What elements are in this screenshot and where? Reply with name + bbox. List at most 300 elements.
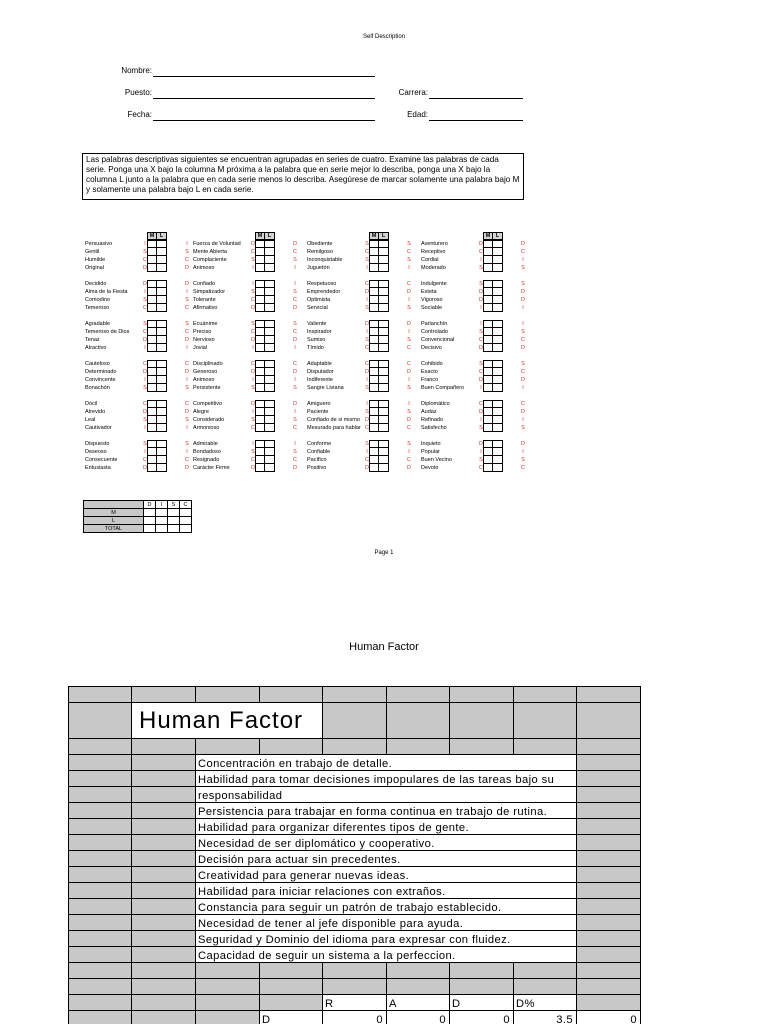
most-checkbox[interactable]	[255, 248, 265, 256]
least-checkbox[interactable]	[265, 400, 275, 408]
least-checkbox[interactable]	[493, 416, 503, 424]
least-checkbox[interactable]	[265, 304, 275, 312]
sheet-cell[interactable]	[450, 687, 514, 703]
sheet-cell[interactable]	[577, 739, 641, 755]
most-checkbox[interactable]	[255, 360, 265, 368]
least-checkbox[interactable]	[265, 368, 275, 376]
least-checkbox[interactable]	[493, 408, 503, 416]
sheet-cell[interactable]	[323, 963, 387, 979]
most-checkbox[interactable]	[483, 320, 493, 328]
least-checkbox[interactable]	[265, 240, 275, 248]
least-checkbox[interactable]	[265, 256, 275, 264]
sheet-cell[interactable]	[450, 703, 514, 739]
most-checkbox[interactable]	[483, 376, 493, 384]
sheet-cell[interactable]	[577, 915, 641, 931]
most-checkbox[interactable]	[147, 328, 157, 336]
sheet-cell[interactable]	[577, 947, 641, 963]
most-checkbox[interactable]	[369, 456, 379, 464]
least-checkbox[interactable]	[493, 384, 503, 392]
least-checkbox[interactable]	[379, 408, 389, 416]
least-checkbox[interactable]	[493, 376, 503, 384]
least-checkbox[interactable]	[265, 408, 275, 416]
least-checkbox[interactable]	[265, 336, 275, 344]
sheet-cell[interactable]	[132, 867, 196, 883]
least-checkbox[interactable]	[379, 280, 389, 288]
sheet-cell[interactable]	[132, 835, 196, 851]
factor-description[interactable]: responsabilidad	[196, 787, 577, 803]
least-checkbox[interactable]	[379, 368, 389, 376]
least-checkbox[interactable]	[493, 248, 503, 256]
least-checkbox[interactable]	[157, 368, 167, 376]
sheet-cell[interactable]	[577, 771, 641, 787]
factor-description[interactable]: Habilidad para tomar decisiones impopulares de las tareas bajo su	[196, 771, 577, 787]
most-checkbox[interactable]	[483, 416, 493, 424]
least-checkbox[interactable]	[493, 400, 503, 408]
most-checkbox[interactable]	[255, 464, 265, 472]
most-checkbox[interactable]	[255, 368, 265, 376]
summary-cell[interactable]	[168, 509, 180, 517]
sheet-cell[interactable]	[577, 931, 641, 947]
most-checkbox[interactable]	[483, 440, 493, 448]
most-checkbox[interactable]	[255, 456, 265, 464]
sheet-cell[interactable]	[132, 931, 196, 947]
most-checkbox[interactable]	[147, 280, 157, 288]
most-checkbox[interactable]	[369, 424, 379, 432]
sheet-cell[interactable]	[323, 979, 387, 995]
most-checkbox[interactable]	[483, 288, 493, 296]
least-checkbox[interactable]	[157, 256, 167, 264]
most-checkbox[interactable]	[147, 288, 157, 296]
sheet-cell[interactable]	[387, 963, 450, 979]
most-checkbox[interactable]	[369, 416, 379, 424]
factor-description[interactable]: Creatividad para generar nuevas ideas.	[196, 867, 577, 883]
least-checkbox[interactable]	[157, 440, 167, 448]
sheet-cell[interactable]	[69, 899, 132, 915]
sheet-cell[interactable]	[69, 947, 132, 963]
sheet-cell[interactable]	[514, 979, 577, 995]
sheet-cell[interactable]	[577, 803, 641, 819]
sheet-cell[interactable]	[69, 883, 132, 899]
least-checkbox[interactable]	[379, 464, 389, 472]
sheet-cell[interactable]	[69, 979, 132, 995]
least-checkbox[interactable]	[493, 448, 503, 456]
least-checkbox[interactable]	[157, 416, 167, 424]
most-checkbox[interactable]	[369, 400, 379, 408]
sheet-cell[interactable]	[514, 687, 577, 703]
least-checkbox[interactable]	[379, 376, 389, 384]
most-checkbox[interactable]	[369, 264, 379, 272]
most-checkbox[interactable]	[483, 344, 493, 352]
sheet-cell[interactable]	[69, 803, 132, 819]
least-checkbox[interactable]	[379, 288, 389, 296]
most-checkbox[interactable]	[255, 424, 265, 432]
sheet-cell[interactable]	[577, 703, 641, 739]
least-checkbox[interactable]	[265, 456, 275, 464]
most-checkbox[interactable]	[255, 280, 265, 288]
least-checkbox[interactable]	[493, 288, 503, 296]
most-checkbox[interactable]	[483, 280, 493, 288]
least-checkbox[interactable]	[493, 456, 503, 464]
least-checkbox[interactable]	[493, 424, 503, 432]
sheet-cell[interactable]	[577, 899, 641, 915]
most-checkbox[interactable]	[369, 320, 379, 328]
most-checkbox[interactable]	[255, 416, 265, 424]
sheet-cell[interactable]	[132, 755, 196, 771]
sheet-cell[interactable]	[577, 851, 641, 867]
sheet-cell[interactable]	[132, 787, 196, 803]
sheet-cell[interactable]	[514, 739, 577, 755]
most-checkbox[interactable]	[147, 256, 157, 264]
least-checkbox[interactable]	[493, 440, 503, 448]
least-checkbox[interactable]	[265, 288, 275, 296]
least-checkbox[interactable]	[157, 328, 167, 336]
sheet-cell[interactable]	[260, 739, 323, 755]
summary-cell[interactable]	[180, 509, 192, 517]
least-checkbox[interactable]	[265, 296, 275, 304]
sheet-cell[interactable]	[387, 979, 450, 995]
sheet-cell[interactable]	[69, 787, 132, 803]
sheet-cell[interactable]	[69, 835, 132, 851]
least-checkbox[interactable]	[379, 304, 389, 312]
least-checkbox[interactable]	[265, 328, 275, 336]
most-checkbox[interactable]	[483, 456, 493, 464]
least-checkbox[interactable]	[157, 336, 167, 344]
score-value[interactable]: 0	[323, 1011, 387, 1024]
most-checkbox[interactable]	[369, 296, 379, 304]
sheet-cell[interactable]	[577, 963, 641, 979]
sheet-cell[interactable]	[132, 979, 196, 995]
sheet-cell[interactable]	[132, 1011, 196, 1024]
sheet-cell[interactable]	[260, 687, 323, 703]
sheet-cell[interactable]	[69, 819, 132, 835]
most-checkbox[interactable]	[369, 288, 379, 296]
least-checkbox[interactable]	[379, 256, 389, 264]
least-checkbox[interactable]	[157, 464, 167, 472]
sheet-cell[interactable]	[577, 883, 641, 899]
least-checkbox[interactable]	[265, 376, 275, 384]
most-checkbox[interactable]	[147, 408, 157, 416]
sheet-cell[interactable]	[450, 963, 514, 979]
sheet-cell[interactable]	[577, 787, 641, 803]
sheet-cell[interactable]	[132, 803, 196, 819]
sheet-cell[interactable]	[577, 835, 641, 851]
sheet-cell[interactable]	[69, 1011, 132, 1024]
factor-description[interactable]: Habilidad para organizar diferentes tipos de gente.	[196, 819, 577, 835]
least-checkbox[interactable]	[157, 456, 167, 464]
least-checkbox[interactable]	[379, 400, 389, 408]
least-checkbox[interactable]	[379, 384, 389, 392]
least-checkbox[interactable]	[157, 296, 167, 304]
least-checkbox[interactable]	[265, 440, 275, 448]
least-checkbox[interactable]	[265, 424, 275, 432]
least-checkbox[interactable]	[379, 320, 389, 328]
sheet-cell[interactable]	[260, 995, 323, 1011]
sheet-cell[interactable]	[132, 883, 196, 899]
sheet-cell[interactable]	[69, 755, 132, 771]
least-checkbox[interactable]	[493, 256, 503, 264]
sheet-cell[interactable]	[577, 995, 641, 1011]
most-checkbox[interactable]	[147, 464, 157, 472]
sheet-cell[interactable]	[450, 739, 514, 755]
most-checkbox[interactable]	[369, 280, 379, 288]
factor-description[interactable]: Persistencia para trabajar en forma continua en trabajo de rutina.	[196, 803, 577, 819]
least-checkbox[interactable]	[493, 280, 503, 288]
most-checkbox[interactable]	[483, 424, 493, 432]
least-checkbox[interactable]	[157, 304, 167, 312]
factor-description[interactable]: Seguridad y Dominio del idioma para expresar con fluidez.	[196, 931, 577, 947]
most-checkbox[interactable]	[483, 408, 493, 416]
sheet-cell[interactable]	[196, 1011, 260, 1024]
least-checkbox[interactable]	[493, 336, 503, 344]
most-checkbox[interactable]	[483, 368, 493, 376]
score-value[interactable]: 0	[577, 1011, 641, 1024]
most-checkbox[interactable]	[255, 440, 265, 448]
least-checkbox[interactable]	[493, 304, 503, 312]
most-checkbox[interactable]	[369, 408, 379, 416]
most-checkbox[interactable]	[483, 464, 493, 472]
sheet-cell[interactable]	[196, 739, 260, 755]
least-checkbox[interactable]	[157, 400, 167, 408]
most-checkbox[interactable]	[483, 256, 493, 264]
sheet-cell[interactable]	[132, 995, 196, 1011]
most-checkbox[interactable]	[369, 440, 379, 448]
most-checkbox[interactable]	[147, 376, 157, 384]
sheet-cell[interactable]	[514, 963, 577, 979]
least-checkbox[interactable]	[379, 296, 389, 304]
least-checkbox[interactable]	[493, 240, 503, 248]
summary-cell[interactable]	[156, 509, 168, 517]
least-checkbox[interactable]	[265, 320, 275, 328]
most-checkbox[interactable]	[255, 256, 265, 264]
sheet-cell[interactable]	[196, 687, 260, 703]
summary-cell[interactable]	[156, 517, 168, 525]
most-checkbox[interactable]	[255, 296, 265, 304]
most-checkbox[interactable]	[483, 328, 493, 336]
most-checkbox[interactable]	[147, 264, 157, 272]
sheet-cell[interactable]	[323, 687, 387, 703]
most-checkbox[interactable]	[483, 448, 493, 456]
least-checkbox[interactable]	[157, 248, 167, 256]
most-checkbox[interactable]	[147, 440, 157, 448]
most-checkbox[interactable]	[255, 264, 265, 272]
summary-cell[interactable]	[144, 525, 156, 533]
sheet-cell[interactable]	[132, 687, 196, 703]
score-header[interactable]: R	[323, 995, 387, 1011]
sheet-cell[interactable]	[69, 915, 132, 931]
sheet-cell[interactable]	[196, 995, 260, 1011]
sheet-cell[interactable]	[577, 867, 641, 883]
least-checkbox[interactable]	[157, 240, 167, 248]
factor-description[interactable]: Capacidad de seguir un sistema a la perfeccion.	[196, 947, 577, 963]
most-checkbox[interactable]	[369, 384, 379, 392]
least-checkbox[interactable]	[157, 384, 167, 392]
sheet-cell[interactable]	[514, 703, 577, 739]
most-checkbox[interactable]	[369, 336, 379, 344]
least-checkbox[interactable]	[265, 264, 275, 272]
factor-description[interactable]: Decisión para actuar sin precedentes.	[196, 851, 577, 867]
score-value[interactable]: 3.5	[514, 1011, 577, 1024]
least-checkbox[interactable]	[157, 376, 167, 384]
most-checkbox[interactable]	[255, 448, 265, 456]
least-checkbox[interactable]	[379, 248, 389, 256]
most-checkbox[interactable]	[255, 320, 265, 328]
most-checkbox[interactable]	[369, 256, 379, 264]
sheet-cell[interactable]	[132, 947, 196, 963]
least-checkbox[interactable]	[157, 320, 167, 328]
sheet-title[interactable]: Human Factor	[132, 703, 323, 739]
most-checkbox[interactable]	[147, 344, 157, 352]
most-checkbox[interactable]	[147, 456, 157, 464]
least-checkbox[interactable]	[379, 240, 389, 248]
score-value[interactable]: 0	[387, 1011, 450, 1024]
least-checkbox[interactable]	[157, 264, 167, 272]
most-checkbox[interactable]	[255, 240, 265, 248]
sheet-cell[interactable]	[387, 703, 450, 739]
most-checkbox[interactable]	[483, 248, 493, 256]
most-checkbox[interactable]	[147, 368, 157, 376]
least-checkbox[interactable]	[493, 320, 503, 328]
least-checkbox[interactable]	[157, 408, 167, 416]
most-checkbox[interactable]	[255, 328, 265, 336]
sheet-cell[interactable]	[69, 703, 132, 739]
least-checkbox[interactable]	[265, 384, 275, 392]
most-checkbox[interactable]	[483, 384, 493, 392]
most-checkbox[interactable]	[147, 448, 157, 456]
sheet-cell[interactable]	[69, 867, 132, 883]
least-checkbox[interactable]	[493, 360, 503, 368]
most-checkbox[interactable]	[147, 296, 157, 304]
most-checkbox[interactable]	[255, 304, 265, 312]
most-checkbox[interactable]	[483, 304, 493, 312]
summary-cell[interactable]	[168, 517, 180, 525]
most-checkbox[interactable]	[255, 400, 265, 408]
most-checkbox[interactable]	[255, 336, 265, 344]
score-header[interactable]: D%	[514, 995, 577, 1011]
sheet-cell[interactable]	[260, 979, 323, 995]
sheet-cell[interactable]	[577, 979, 641, 995]
summary-cell[interactable]	[144, 509, 156, 517]
sheet-cell[interactable]	[132, 915, 196, 931]
most-checkbox[interactable]	[369, 448, 379, 456]
score-value[interactable]: 0	[450, 1011, 514, 1024]
sheet-cell[interactable]	[132, 851, 196, 867]
sheet-cell[interactable]	[69, 851, 132, 867]
least-checkbox[interactable]	[265, 416, 275, 424]
most-checkbox[interactable]	[369, 304, 379, 312]
least-checkbox[interactable]	[493, 296, 503, 304]
sheet-cell[interactable]	[69, 771, 132, 787]
sheet-cell[interactable]	[132, 739, 196, 755]
score-row-label[interactable]: D	[260, 1011, 323, 1024]
most-checkbox[interactable]	[369, 328, 379, 336]
least-checkbox[interactable]	[265, 344, 275, 352]
least-checkbox[interactable]	[493, 368, 503, 376]
most-checkbox[interactable]	[369, 344, 379, 352]
most-checkbox[interactable]	[147, 384, 157, 392]
sheet-cell[interactable]	[69, 931, 132, 947]
least-checkbox[interactable]	[379, 456, 389, 464]
summary-cell[interactable]	[168, 525, 180, 533]
least-checkbox[interactable]	[379, 424, 389, 432]
most-checkbox[interactable]	[483, 336, 493, 344]
most-checkbox[interactable]	[147, 360, 157, 368]
least-checkbox[interactable]	[265, 464, 275, 472]
sheet-cell[interactable]	[132, 771, 196, 787]
most-checkbox[interactable]	[147, 304, 157, 312]
least-checkbox[interactable]	[493, 464, 503, 472]
factor-description[interactable]: Constancia para seguir un patrón de trabajo establecido.	[196, 899, 577, 915]
most-checkbox[interactable]	[483, 240, 493, 248]
most-checkbox[interactable]	[147, 248, 157, 256]
score-header[interactable]: D	[450, 995, 514, 1011]
most-checkbox[interactable]	[369, 240, 379, 248]
least-checkbox[interactable]	[157, 288, 167, 296]
sheet-cell[interactable]	[450, 979, 514, 995]
sheet-cell[interactable]	[69, 963, 132, 979]
most-checkbox[interactable]	[483, 264, 493, 272]
most-checkbox[interactable]	[483, 296, 493, 304]
most-checkbox[interactable]	[369, 376, 379, 384]
least-checkbox[interactable]	[493, 328, 503, 336]
sheet-cell[interactable]	[196, 979, 260, 995]
most-checkbox[interactable]	[369, 368, 379, 376]
most-checkbox[interactable]	[255, 376, 265, 384]
least-checkbox[interactable]	[493, 264, 503, 272]
sheet-cell[interactable]	[69, 687, 132, 703]
most-checkbox[interactable]	[369, 464, 379, 472]
factor-description[interactable]: Necesidad de ser diplomático y cooperativo.	[196, 835, 577, 851]
least-checkbox[interactable]	[157, 448, 167, 456]
sheet-cell[interactable]	[69, 995, 132, 1011]
least-checkbox[interactable]	[157, 424, 167, 432]
most-checkbox[interactable]	[255, 288, 265, 296]
factor-description[interactable]: Habilidad para iniciar relaciones con extraños.	[196, 883, 577, 899]
sheet-cell[interactable]	[577, 755, 641, 771]
score-header[interactable]: A	[387, 995, 450, 1011]
least-checkbox[interactable]	[265, 360, 275, 368]
sheet-cell[interactable]	[69, 739, 132, 755]
most-checkbox[interactable]	[255, 408, 265, 416]
most-checkbox[interactable]	[255, 384, 265, 392]
sheet-cell[interactable]	[260, 963, 323, 979]
most-checkbox[interactable]	[147, 336, 157, 344]
least-checkbox[interactable]	[379, 416, 389, 424]
factor-description[interactable]: Necesidad de tener al jefe disponible para ayuda.	[196, 915, 577, 931]
summary-cell[interactable]	[144, 517, 156, 525]
most-checkbox[interactable]	[147, 240, 157, 248]
most-checkbox[interactable]	[147, 400, 157, 408]
sheet-cell[interactable]	[132, 963, 196, 979]
most-checkbox[interactable]	[369, 360, 379, 368]
least-checkbox[interactable]	[493, 344, 503, 352]
most-checkbox[interactable]	[483, 400, 493, 408]
least-checkbox[interactable]	[379, 344, 389, 352]
sheet-cell[interactable]	[196, 963, 260, 979]
summary-cell[interactable]	[156, 525, 168, 533]
summary-cell[interactable]	[180, 525, 192, 533]
most-checkbox[interactable]	[255, 344, 265, 352]
sheet-cell[interactable]	[577, 819, 641, 835]
most-checkbox[interactable]	[147, 320, 157, 328]
most-checkbox[interactable]	[147, 424, 157, 432]
least-checkbox[interactable]	[157, 280, 167, 288]
sheet-cell[interactable]	[323, 739, 387, 755]
sheet-cell[interactable]	[132, 819, 196, 835]
sheet-cell[interactable]	[387, 739, 450, 755]
sheet-cell[interactable]	[132, 899, 196, 915]
least-checkbox[interactable]	[379, 328, 389, 336]
least-checkbox[interactable]	[379, 448, 389, 456]
